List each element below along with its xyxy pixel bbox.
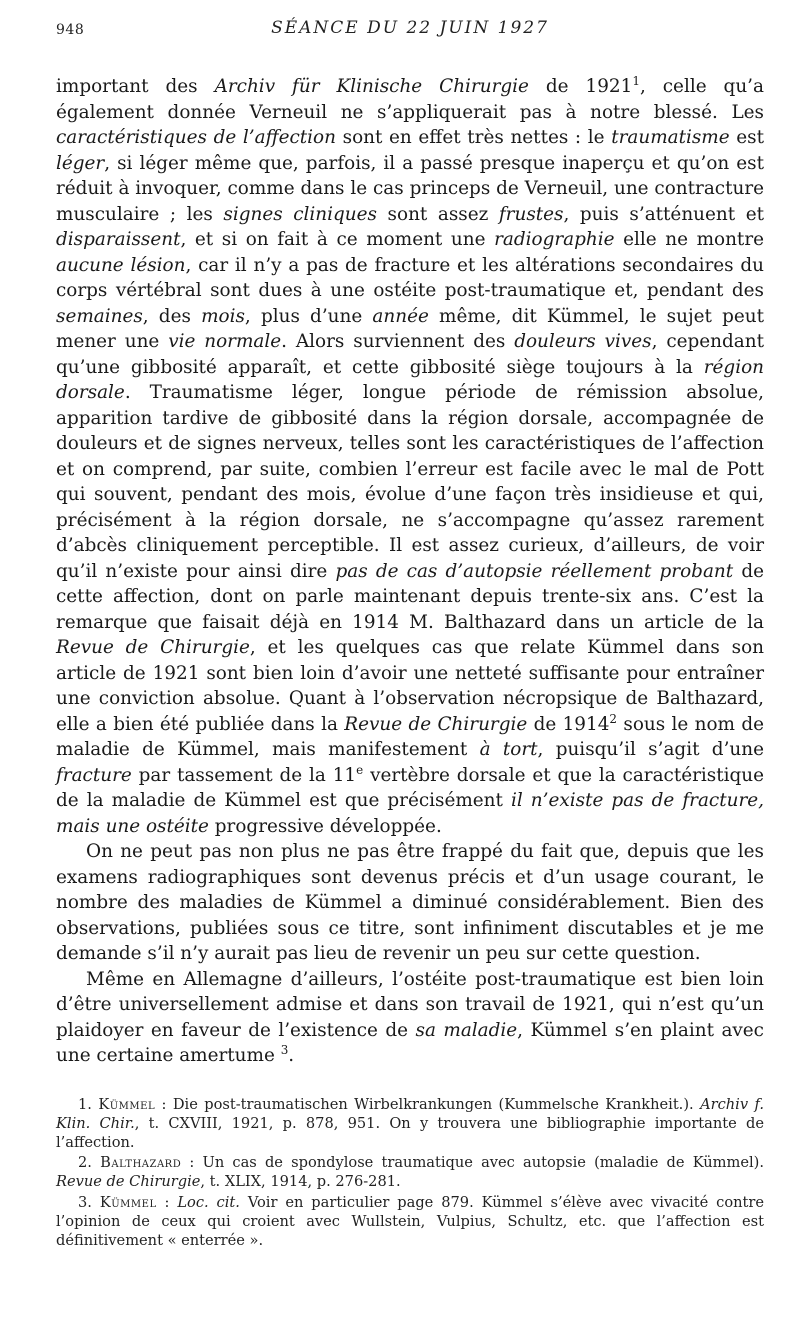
italic-text: signes cliniques xyxy=(223,203,377,225)
italic-text: Loc. cit. xyxy=(177,1193,240,1211)
text-run: . Alors surviennent des xyxy=(281,331,515,352)
italic-text: traumatisme xyxy=(611,127,730,148)
superscript: e xyxy=(356,762,364,777)
italic-text: aucune lésion xyxy=(56,254,186,276)
text-run: sous le nom de maladie de Kümmel, mais manifestement xyxy=(56,713,764,760)
italic-text: à tort xyxy=(479,739,538,760)
text-run: , si léger même que, parfois, il a passé presque inaperçu et qu’on est réduit à invoquer, comme dans le cas princeps de Verneuil, une contracture musculaire ; les xyxy=(56,152,764,225)
italic-text: fracture xyxy=(56,764,132,786)
paragraph xyxy=(56,74,764,839)
italic-text: vie normale xyxy=(168,331,282,352)
text-run: , des xyxy=(142,305,202,327)
italic-text: Archiv für Klinische Chirurgie xyxy=(214,76,529,97)
superscript: 2 xyxy=(609,711,618,726)
superscript: 1 xyxy=(632,73,640,88)
text-run: progressive développée. xyxy=(208,815,442,837)
italic-text: Revue de Chirurgie xyxy=(56,637,250,658)
text-run: même, dit Kümmel, le sujet peut mener une xyxy=(56,305,764,352)
text-run: de cette affection, dont on parle maintenant depuis trente-six ans. C’est la remarque que faisait déjà en 1914 M. Balthazard dans un article de la xyxy=(56,560,764,633)
text-run: de 1921 xyxy=(528,76,633,97)
footnote xyxy=(56,1153,764,1191)
text-run: par tassement de la 11 xyxy=(131,764,357,786)
text-run: elle ne montre xyxy=(614,229,764,250)
italic-text: année xyxy=(372,305,429,327)
italic-text: mois xyxy=(201,305,245,327)
italic-text: Revue de Chirurgie xyxy=(344,713,528,735)
author-name: Kümmel xyxy=(98,1095,156,1113)
italic-text: région dorsale xyxy=(56,356,764,403)
author-name: Balthazard xyxy=(100,1154,182,1172)
text-run: vertèbre dorsale et que la caractéristique de la maladie de Kümmel est que précisément xyxy=(56,764,764,811)
running-head xyxy=(56,18,764,44)
text-run: , t. CXVIII, 1921, p. 878, 951. On y trouvera une bibliographie importante de l’affection. xyxy=(56,1114,764,1151)
footnote xyxy=(56,1095,764,1153)
running-head-title: SÉANCE DU 22 JUIN 1927 xyxy=(271,18,549,38)
text-run: sont assez xyxy=(376,203,499,225)
text-run: important des xyxy=(56,76,215,97)
italic-text: pas de cas d’autopsie réellement probant xyxy=(335,560,734,582)
author-name: Kümmel xyxy=(99,1193,157,1211)
superscript: 3 xyxy=(280,1042,289,1057)
text-run: , Kümmel s’en plaint avec une certaine amertume xyxy=(56,1019,764,1066)
text-run: : Un cas de spondylose traumatique avec autopsie (maladie de Kümmel). xyxy=(181,1154,764,1172)
italic-text: caractéristiques de l’affection xyxy=(56,127,336,148)
text-run: 1. xyxy=(78,1095,99,1113)
text-run: 3. xyxy=(78,1193,100,1211)
text-run: 2. xyxy=(78,1154,101,1172)
page xyxy=(56,18,764,1251)
italic-text: Archiv f. Klin. Chir. xyxy=(56,1095,764,1132)
italic-text: douleurs vives xyxy=(514,331,652,352)
text-run: . Traumatisme léger, longue période de rémission absolue, apparition tardive de gibbosité dans la région dorsale, accompagnée de douleurs et de signes nerveux, telles sont les caractéristiques de l’affection et on comprend, par suite, combien l’erreur est facile avec le mal de Pott qui souvent, pendant des mois, évolue d’une façon très insidieuse et qui, précisément à la région dorsale, ne s’accompagne qu’assez rarement d’abcès cliniquement perceptible. Il est assez curieux, d’ailleurs, de voir qu’il n’existe pour ainsi dire xyxy=(56,382,764,582)
body-text xyxy=(56,74,764,1069)
text-run: , cependant qu’une gibbosité apparaît, et cette gibbosité siège toujours à la xyxy=(56,331,764,378)
text-run: , celle qu’a également donnée Verneuil ne s’appliquerait pas à notre blessé. Les xyxy=(56,76,764,123)
text-run: . xyxy=(288,1045,295,1066)
italic-text: radiographie xyxy=(494,229,615,250)
text-run: , puis s’atténuent et xyxy=(563,203,764,225)
text-run: est xyxy=(729,127,765,148)
text-run: Même en Allemagne d’ailleurs, l’ostéite post-traumatique est bien loin d’être universellement admise et dans son travail de 1921, qui n’est qu’un plaidoyer en faveur de l’existence de xyxy=(56,968,764,1041)
text-run: , car il n’y a pas de fracture et les altérations secondaires du corps vértébral sont dues à une ostéite post-traumatique et, pendant des xyxy=(56,254,765,301)
paragraph xyxy=(56,967,764,1069)
italic-text: sa maladie xyxy=(415,1019,518,1041)
text-run: sont en effet très nettes : le xyxy=(335,127,612,148)
page-number: 948 xyxy=(56,22,85,38)
text-run: Voir en particulier page 879. Kümmel s’élève avec vivacité contre l’opinion de ceux qui croient avec Wullstein, Vulpius, Schultz, etc. que l’affection est définitivement « enterrée ». xyxy=(56,1193,764,1249)
italic-text: Revue de Chirurgie xyxy=(56,1173,201,1191)
text-run: , plus d’une xyxy=(244,305,373,327)
text-run: , et les quelques cas que relate Kümmel dans son article de 1921 sont bien loin d’avoir une netteté suffisante pour entraîner une conviction absolue. Quant à l’observation nécropsique de Balthazard, elle a bien été publiée dans la xyxy=(56,637,764,735)
text-run: : Die post-traumatischen Wirbelkrankungen (Kummelsche Krankheit.). xyxy=(155,1095,701,1113)
text-run: , puisqu’il s’agit d’une xyxy=(537,739,764,760)
italic-text: léger xyxy=(56,152,105,174)
text-run: , et si on fait à ce moment une xyxy=(180,229,495,250)
text-run: de 1914 xyxy=(527,713,610,735)
italic-text: disparaissent xyxy=(56,229,181,250)
italic-text: il n’existe pas de fracture, mais une ostéite xyxy=(56,790,764,837)
text-run: : xyxy=(156,1193,178,1211)
italic-text: frustes xyxy=(498,203,564,225)
text-run: On ne peut pas non plus ne pas être frappé du fait que, depuis que les examens radiographiques sont devenus précis et d’un usage courant, le nombre des maladies de Kümmel a diminué considérablement. Bien des observations, publiées sous ce titre, sont infiniment discutables et je me demande s’il n’y aurait pas lieu de revenir un peu sur cette question. xyxy=(56,841,764,964)
text-run: , t. XLIX, 1914, p. 276-281. xyxy=(200,1173,401,1191)
italic-text: semaines xyxy=(56,305,143,327)
footnotes xyxy=(56,1095,764,1251)
paragraph xyxy=(56,839,764,967)
footnote xyxy=(56,1193,764,1251)
